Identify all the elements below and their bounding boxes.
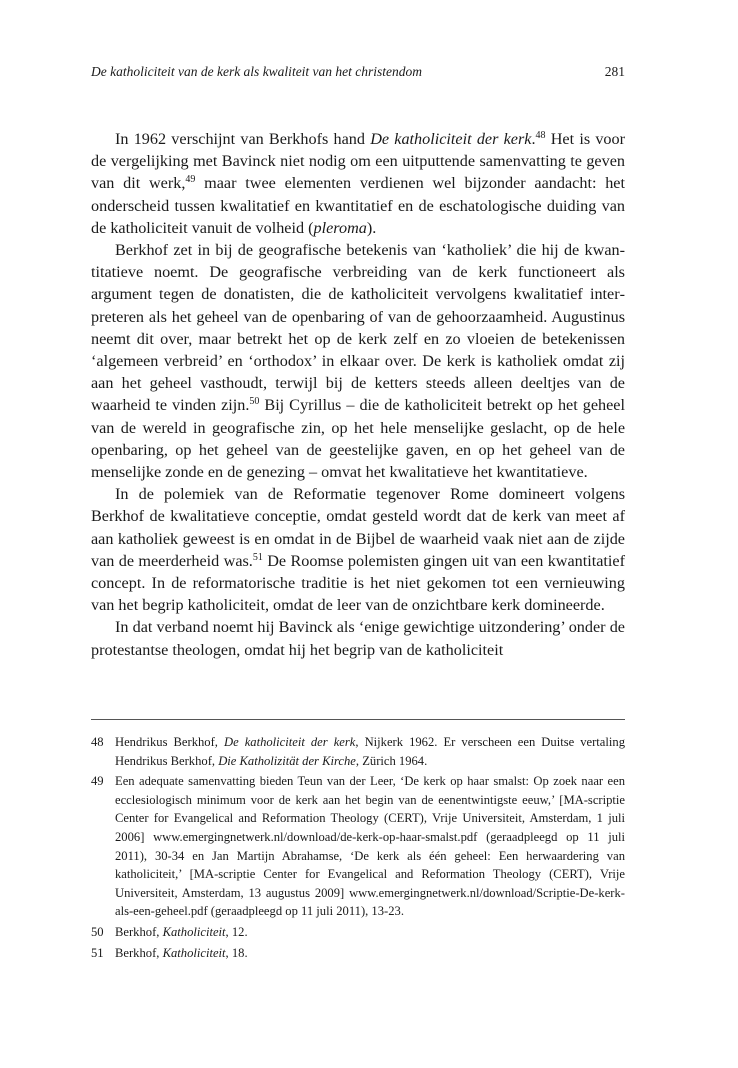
paragraph: In dat verband noemt hij Bavinck als ‘enige gewichtige uitzondering’ onder de protestantse theologen, omdat hij het begrip van de katholiciteit (91, 618, 625, 659)
page-number: 281 (604, 64, 625, 79)
footnote (91, 944, 625, 963)
term-pleroma: pleroma (313, 218, 367, 237)
running-header (91, 64, 625, 82)
paragraph: In 1962 verschijnt van Berkhofs hand De katholiciteit der kerk.$^{48}$ Het is voor de vergelijking met Bavinck niet nodig om een uitputtende samenvatting te geven van dit werk,$^{49}$ maar twee elementen verdienen wel bijzonder aandacht: het onderscheid tussen kwalitatief en kwantitatief en de eschatologische duiding van de katholiciteit vanuit de volheid (pleroma). (91, 130, 626, 237)
footnote-number: 51 (91, 945, 104, 960)
footnote-divider (91, 719, 625, 720)
footnote-text: Berkhof, Katholiciteit, 18. (115, 945, 248, 960)
footnote-ref: 51 (252, 551, 263, 563)
main-text (91, 128, 625, 661)
footnote-ref: 49 (185, 174, 196, 186)
footnote-ref: 50 (249, 396, 260, 408)
footnote-text: Een adequate samenvatting bieden Teun van der Leer, ‘De kerk op haar smalst: Op zoek naar een ecclesiologisch minimum voor de kerk aan het begin van de eenentwintigste eeuw,’ [MA-scriptie Center for Evangelical and Reformation Theology (CERT), Vrije Universiteit, Amsterdam, 1 juli 2006] www.emergingnetwerk.nl/download/de-kerk-op-haar-smalst.pdf (geraadpleegd op 11 juli 2011), 30-34 en Jan Martijn Abrahamse, ‘De kerk als één geheel: Een herwaardering van katholiciteit,’ [MA-scriptie Center for Evangelical and Reformation Theology (CERT), Vrije Universiteit, Amsterdam, 13 augustus 2009] www.emergingnetwerk.nl/download/Scriptie-De-kerk-als-een-geheel.pdf (geraadpleegd op 11 juli 2011), 13-23. (115, 774, 625, 919)
footnote-number: 48 (91, 735, 104, 749)
footnote-text: Hendrikus Berkhof, De katholiciteit der kerk, Nijkerk 1962. Er verscheen een Duitse vertaling Hendrikus Berkhof, Die Katholizität der Kirche, Zürich 1964. (115, 735, 625, 768)
paragraph: Berkhof zet in bij de geografische betekenis van ‘katholiek’ die hij de kwantitatieve noemt. De geografische verbreiding van de kerk functioneert als argument tegen de donatisten, die de katholiciteit vervolgens kwalitatief interpreteren als het geheel van de openbaring of van de gehoorzaamheid. Augustinus neemt dit over, maar betrekt het op de kerk zelf en zo vloeien de betekenissen ‘algemeen verbreid’ en ‘orthodox’ in elkaar over. De kerk is katholiek omdat zij aan het geheel vasthoudt, terwijl bij de ketters steeds alleen deeltjes van de waarheid te vinden zijn.$^{50}$ Bij Cyrillus – die de katholiciteit betrekt op het geheel van de wereld in geografische zin, op het hele menselijke geslacht, op de hele openbaring, op het geheel van de geestelijke gaven, en op het geheel van de menselijke zonde en de genezing – omvat het kwalitatieve het kwantitatieve. (91, 241, 625, 482)
footnote-ref: 48 (535, 130, 546, 141)
footnote-number: 49 (91, 774, 104, 789)
footnote (91, 923, 625, 942)
book-title: De katholiciteit der kerk (370, 130, 532, 148)
footnote (91, 772, 625, 921)
footnote-number: 50 (91, 924, 104, 939)
paragraph: In de polemiek van de Reformatie tegenover Rome domineert volgens Berkhof de kwalitatieve conceptie, omdat gesteld wordt dat de kerk van meet af aan katholiek geweest is en omdat in de Bijbel de waarheid vaak niet aan de zijde van de meerderheid was.$^{51}$ De Roomse polemisten gingen uit van een kwantitatief concept. In de reformatorische traditie is het niet gekomen tot een vernieuwing van het begrip katholiciteit, omdat de leer van de onzichtbare kerk domineerde. (91, 485, 626, 615)
footnote (91, 733, 625, 770)
footnote-text: Berkhof, Katholiciteit, 12. (115, 924, 248, 939)
running-title: De katholiciteit van de kerk als kwaliteit van het christendom (91, 64, 423, 79)
footnotes (91, 733, 625, 964)
